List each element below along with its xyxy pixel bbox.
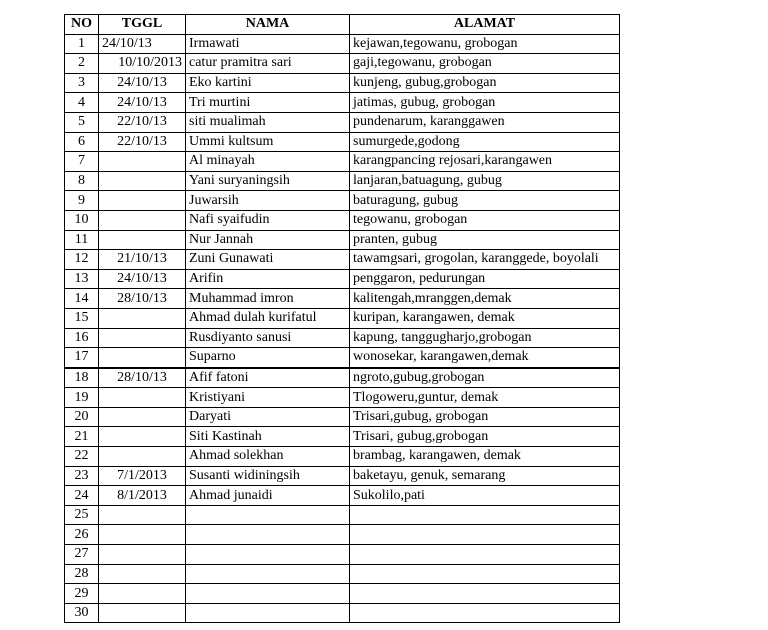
table-row [65, 210, 620, 230]
table-row [65, 93, 620, 113]
row-address[interactable]: tegowanu, grobogan [350, 210, 620, 230]
row-name[interactable]: Daryati [186, 407, 350, 427]
table-row [65, 132, 620, 152]
row-address[interactable]: Tlogoweru,guntur, demak [350, 388, 620, 408]
table-row [65, 525, 620, 545]
row-date[interactable] [99, 210, 186, 230]
row-date[interactable] [99, 308, 186, 328]
row-no[interactable]: 17 [65, 348, 99, 368]
table-row [65, 584, 620, 604]
row-no[interactable]: 24 [65, 486, 99, 506]
row-name[interactable] [186, 603, 350, 623]
row-name[interactable]: Siti Kastinah [186, 427, 350, 447]
row-address[interactable]: kalitengah,mranggen,demak [350, 289, 620, 309]
row-date[interactable]: 28/10/13 [99, 368, 186, 388]
row-date[interactable]: 10/10/2013 [99, 54, 186, 74]
row-no[interactable]: 19 [65, 388, 99, 408]
row-name[interactable]: Ahmad dulah kurifatul [186, 308, 350, 328]
row-name[interactable] [186, 564, 350, 584]
row-name[interactable] [186, 545, 350, 565]
row-date[interactable] [99, 407, 186, 427]
row-address[interactable]: lanjaran,batuagung, gubug [350, 171, 620, 191]
table-row [65, 603, 620, 623]
row-name[interactable]: Ahmad solekhan [186, 447, 350, 467]
row-address[interactable] [350, 603, 620, 623]
row-no[interactable]: 25 [65, 505, 99, 525]
row-name[interactable]: Ummi kultsum [186, 132, 350, 152]
row-date[interactable]: 28/10/13 [99, 289, 186, 309]
row-no[interactable]: 6 [65, 132, 99, 152]
table-row [65, 545, 620, 565]
row-address[interactable] [350, 545, 620, 565]
row-address[interactable]: tawamgsari, grogolan, karanggede, boyolali [350, 250, 620, 270]
row-no[interactable]: 4 [65, 93, 99, 113]
row-address[interactable]: kejawan,tegowanu, grobogan [350, 34, 620, 54]
row-date[interactable] [99, 427, 186, 447]
row-date[interactable] [99, 505, 186, 525]
row-name[interactable]: Tri murtini [186, 93, 350, 113]
row-name[interactable]: Rusdiyanto sanusi [186, 328, 350, 348]
row-address[interactable]: pundenarum, karanggawen [350, 112, 620, 132]
row-name[interactable]: Al minayah [186, 152, 350, 172]
row-address[interactable]: karangpancing rejosari,karangawen [350, 152, 620, 172]
row-name[interactable]: Nur Jannah [186, 230, 350, 250]
registration-table [64, 14, 620, 623]
table-row [65, 112, 620, 132]
table-row [65, 388, 620, 408]
header-address: ALAMAT [350, 15, 620, 35]
row-name[interactable]: Zuni Gunawati [186, 250, 350, 270]
row-date[interactable] [99, 545, 186, 565]
header-no: NO [65, 15, 99, 35]
row-address[interactable]: ngroto,gubug,grobogan [350, 368, 620, 388]
header-date: TGGL [99, 15, 186, 35]
table-row [65, 427, 620, 447]
row-name[interactable]: siti mualimah [186, 112, 350, 132]
row-date[interactable] [99, 525, 186, 545]
table-row [65, 505, 620, 525]
table-row [65, 407, 620, 427]
table-row [65, 308, 620, 328]
table-row [65, 269, 620, 289]
row-name[interactable]: Yani suryaningsih [186, 171, 350, 191]
row-date[interactable] [99, 603, 186, 623]
row-date[interactable]: 7/1/2013 [99, 466, 186, 486]
table-row [65, 230, 620, 250]
row-no[interactable]: 9 [65, 191, 99, 211]
row-no[interactable]: 7 [65, 152, 99, 172]
row-no[interactable]: 21 [65, 427, 99, 447]
row-address[interactable]: pranten, gubug [350, 230, 620, 250]
row-name[interactable]: Nafi syaifudin [186, 210, 350, 230]
row-no[interactable]: 1 [65, 34, 99, 54]
row-name[interactable]: Susanti widiningsih [186, 466, 350, 486]
row-date[interactable] [99, 388, 186, 408]
table-row [65, 250, 620, 270]
table-row [65, 191, 620, 211]
row-address[interactable]: penggaron, pedurungan [350, 269, 620, 289]
table-row [65, 152, 620, 172]
row-name[interactable]: Suparno [186, 348, 350, 368]
row-address[interactable]: gaji,tegowanu, grobogan [350, 54, 620, 74]
table-row [65, 171, 620, 191]
row-no[interactable]: 18 [65, 368, 99, 388]
row-name[interactable]: Ahmad junaidi [186, 486, 350, 506]
row-date[interactable] [99, 348, 186, 368]
table-row [65, 348, 620, 368]
row-no[interactable]: 5 [65, 112, 99, 132]
row-address[interactable] [350, 564, 620, 584]
table-row [65, 328, 620, 348]
row-name[interactable]: Juwarsih [186, 191, 350, 211]
row-no[interactable]: 23 [65, 466, 99, 486]
table-row [65, 289, 620, 309]
row-address[interactable] [350, 505, 620, 525]
row-address[interactable]: kapung, tanggugharjo,grobogan [350, 328, 620, 348]
table-row [65, 447, 620, 467]
row-date[interactable] [99, 584, 186, 604]
row-no[interactable]: 8 [65, 171, 99, 191]
row-no[interactable]: 2 [65, 54, 99, 74]
header-row [65, 15, 620, 35]
row-date[interactable] [99, 328, 186, 348]
row-address[interactable]: baturagung, gubug [350, 191, 620, 211]
row-no[interactable]: 15 [65, 308, 99, 328]
row-address[interactable]: Trisari,gubug, grobogan [350, 407, 620, 427]
row-name[interactable]: Eko kartini [186, 73, 350, 93]
row-date[interactable] [99, 447, 186, 467]
row-name[interactable] [186, 505, 350, 525]
row-address[interactable]: kuripan, karangawen, demak [350, 308, 620, 328]
row-no[interactable]: 22 [65, 447, 99, 467]
row-date[interactable]: 24/10/13 [99, 34, 186, 54]
table-row [65, 564, 620, 584]
row-no[interactable]: 11 [65, 230, 99, 250]
table-row [65, 486, 620, 506]
table-row [65, 368, 620, 388]
row-no[interactable]: 28 [65, 564, 99, 584]
row-name[interactable] [186, 584, 350, 604]
row-date[interactable] [99, 171, 186, 191]
header-name: NAMA [186, 15, 350, 35]
row-date[interactable]: 22/10/13 [99, 132, 186, 152]
row-no[interactable]: 12 [65, 250, 99, 270]
table-row [65, 54, 620, 74]
row-date[interactable]: 8/1/2013 [99, 486, 186, 506]
row-date[interactable] [99, 564, 186, 584]
row-date[interactable]: 21/10/13 [99, 250, 186, 270]
row-no[interactable]: 10 [65, 210, 99, 230]
row-address[interactable]: Sukolilo,pati [350, 486, 620, 506]
row-date[interactable] [99, 230, 186, 250]
row-no[interactable]: 3 [65, 73, 99, 93]
row-name[interactable]: Afif fatoni [186, 368, 350, 388]
table-body [65, 34, 620, 623]
row-name[interactable]: catur pramitra sari [186, 54, 350, 74]
row-address[interactable] [350, 525, 620, 545]
table-row [65, 73, 620, 93]
row-date[interactable]: 24/10/13 [99, 269, 186, 289]
table-row [65, 34, 620, 54]
row-address[interactable]: sumurgede,godong [350, 132, 620, 152]
row-address[interactable]: baketayu, genuk, semarang [350, 466, 620, 486]
row-name[interactable] [186, 525, 350, 545]
row-name[interactable]: Kristiyani [186, 388, 350, 408]
table-row [65, 466, 620, 486]
row-date[interactable]: 24/10/13 [99, 73, 186, 93]
row-no[interactable]: 20 [65, 407, 99, 427]
row-address[interactable]: wonosekar, karangawen,demak [350, 348, 620, 368]
row-address[interactable] [350, 584, 620, 604]
row-address[interactable]: kunjeng, gubug,grobogan [350, 73, 620, 93]
row-no[interactable]: 13 [65, 269, 99, 289]
row-name[interactable]: Irmawati [186, 34, 350, 54]
row-no[interactable]: 26 [65, 525, 99, 545]
row-date[interactable] [99, 152, 186, 172]
row-address[interactable]: Trisari, gubug,grobogan [350, 427, 620, 447]
row-address[interactable]: jatimas, gubug, grobogan [350, 93, 620, 113]
row-name[interactable]: Arifin [186, 269, 350, 289]
row-date[interactable]: 22/10/13 [99, 112, 186, 132]
row-no[interactable]: 30 [65, 603, 99, 623]
row-date[interactable] [99, 191, 186, 211]
row-no[interactable]: 29 [65, 584, 99, 604]
row-name[interactable]: Muhammad imron [186, 289, 350, 309]
row-date[interactable]: 24/10/13 [99, 93, 186, 113]
row-address[interactable]: brambag, karangawen, demak [350, 447, 620, 467]
row-no[interactable]: 14 [65, 289, 99, 309]
row-no[interactable]: 27 [65, 545, 99, 565]
row-no[interactable]: 16 [65, 328, 99, 348]
